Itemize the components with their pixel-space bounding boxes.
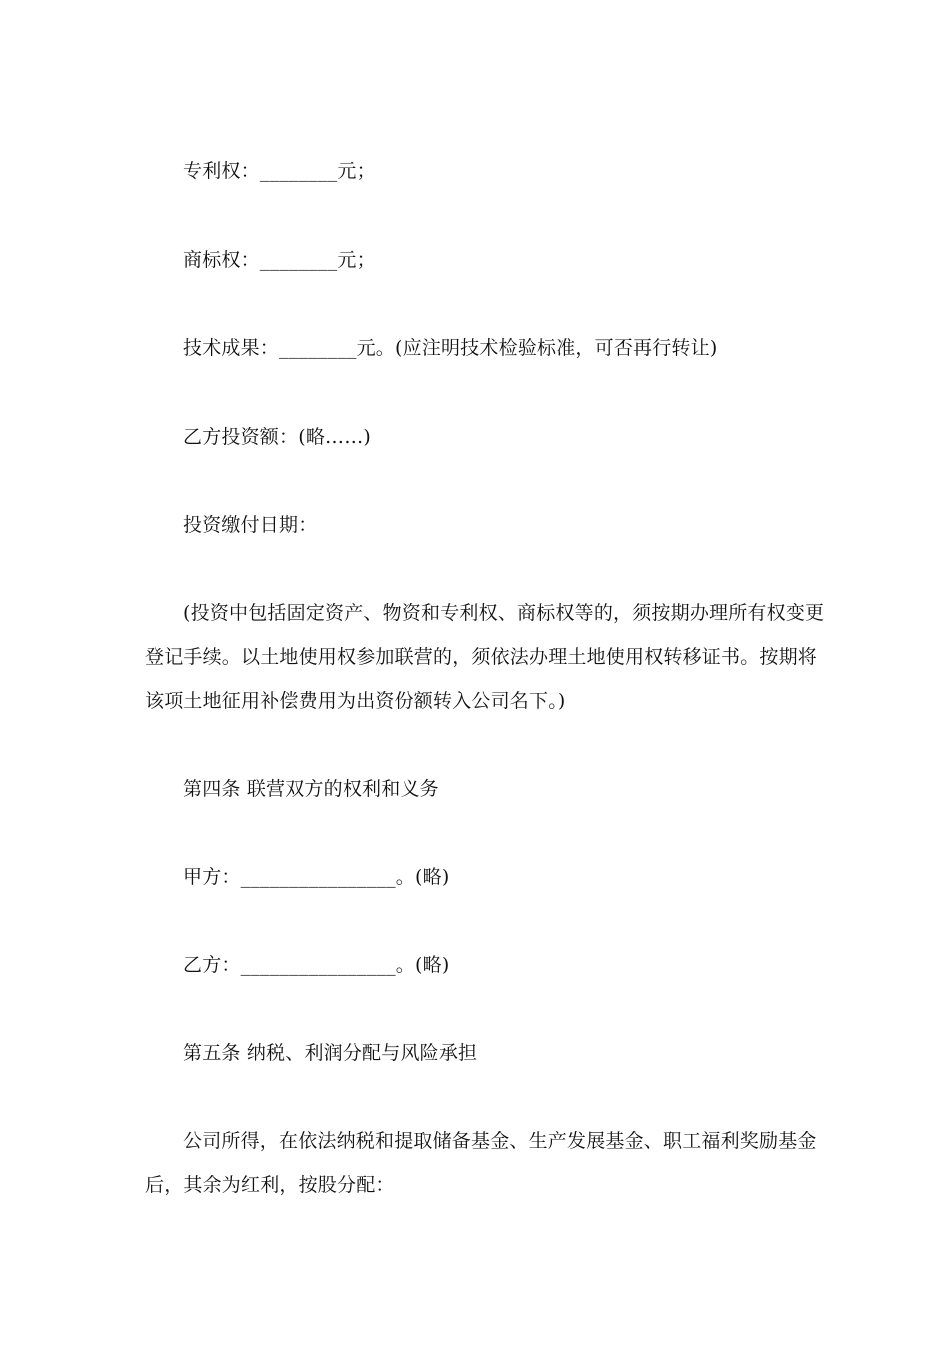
investment-payment-date-line: 投资缴付日期： xyxy=(183,514,318,536)
investment-note-line-1: (投资中包括固定资产、物资和专利权、商标权等的，须按期办理所有权变更 xyxy=(183,602,825,624)
party-b-investment-line: 乙方投资额：(略……) xyxy=(183,426,372,448)
trademark-right-line: 商标权：________元； xyxy=(183,249,376,271)
party-a-line: 甲方：________________。(略) xyxy=(183,866,450,888)
investment-note-line-3: 该项土地征用补偿费用为出资份额转入公司名下。) xyxy=(145,690,566,712)
article-five-heading: 第五条 纳税、利润分配与风险承担 xyxy=(183,1042,478,1064)
technical-results-line: 技术成果：________元。(应注明技术检验标准，可否再行转让) xyxy=(183,337,718,359)
profit-distribution-line-1: 公司所得，在依法纳税和提取储备基金、生产发展基金、职工福利奖励基金 xyxy=(183,1130,817,1152)
article-four-heading: 第四条 联营双方的权利和义务 xyxy=(183,778,439,800)
patent-right-line: 专利权：________元； xyxy=(183,160,376,182)
investment-note-line-2: 登记手续。以土地使用权参加联营的，须依法办理土地使用权转移证书。按期将 xyxy=(145,646,818,668)
profit-distribution-line-2: 后，其余为红利，按股分配： xyxy=(145,1174,395,1196)
party-b-line: 乙方：________________。(略) xyxy=(183,954,450,976)
